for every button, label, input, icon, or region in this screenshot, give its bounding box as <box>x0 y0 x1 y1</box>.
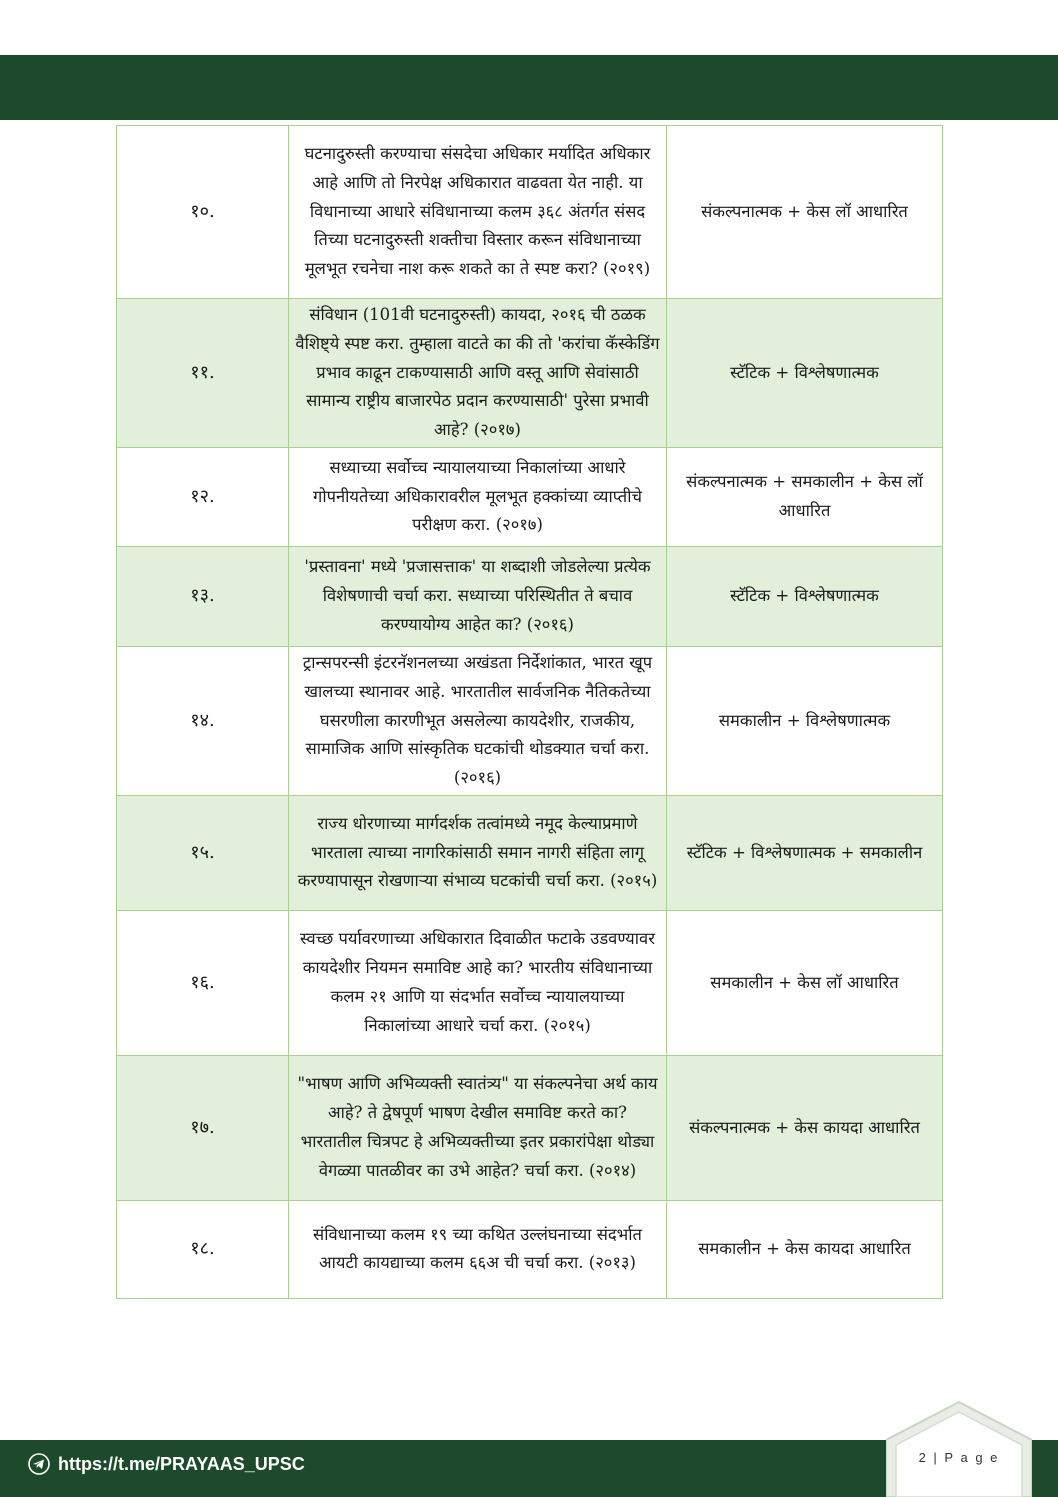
table-row <box>117 447 943 546</box>
table-row <box>117 1200 943 1298</box>
table-row <box>117 126 943 299</box>
question-type: समकालीन + विश्लेषणात्मक <box>667 646 943 795</box>
question-type: संकल्पनात्मक + समकालीन + केस लॉ आधारित <box>667 447 943 546</box>
question-text: सध्याच्या सर्वोच्च न्यायालयाच्या निकालांच्या आधारे गोपनीयतेच्या अधिकारावरील मूलभूत हक्कांच्या व्याप्तीचे परीक्षण करा. (२०१७) <box>289 447 667 546</box>
question-text: संविधानाच्या कलम १९ च्या कथित उल्लंघनाच्या संदर्भात आयटी कायद्याच्या कलम ६६अ ची चर्चा करा. (२०१३) <box>289 1200 667 1298</box>
question-type: स्टॅटिक + विश्लेषणात्मक <box>667 299 943 448</box>
question-text: घटनादुरुस्ती करण्याचा संसदेचा अधिकार मर्यादित अधिकार आहे आणि तो निरपेक्ष अधिकारात वाढवता येत नाही. या विधानाच्या आधारे संविधानाच्या कलम ३६८ अंतर्गत संसद तिच्या घटनादुरुस्ती शक्तीचा विस्तार करून संविधानाच्या मूलभूत रचनेचा नाश करू शकते का ते स्पष्ट करा? (२०१९) <box>289 126 667 299</box>
question-type: संकल्पनात्मक + केस कायदा आधारित <box>667 1055 943 1200</box>
table-row <box>117 299 943 448</box>
question-type: स्टॅटिक + विश्लेषणात्मक + समकालीन <box>667 795 943 910</box>
question-number: १८. <box>117 1200 289 1298</box>
header-band <box>0 55 1058 120</box>
table-row <box>117 546 943 646</box>
table-row <box>117 646 943 795</box>
question-text: ट्रान्सपरन्सी इंटरनॅशनलच्या अखंडता निर्देशांकात, भारत खूप खालच्या स्थानावर आहे. भारतातील सार्वजनिक नैतिकतेच्या घसरणीला कारणीभूत असलेल्या कायदेशीर, राजकीय, सामाजिक आणि सांस्कृतिक घटकांची थोडक्यात चर्चा करा. (२०१६) <box>289 646 667 795</box>
question-number: १६. <box>117 910 289 1055</box>
question-number: १५. <box>117 795 289 910</box>
question-text: "भाषण आणि अभिव्यक्ती स्वातंत्र्य" या संकल्पनेचा अर्थ काय आहे? ते द्वेषपूर्ण भाषण देखील समाविष्ट करते का? भारतातील चित्रपट हे अभिव्यक्तीच्या इतर प्रकारांपेक्षा थोड्या वेगळ्या पातळीवर का उभे आहेत? चर्चा करा. (२०१४) <box>289 1055 667 1200</box>
question-number: १३. <box>117 546 289 646</box>
telegram-link-text: https://t.me/PRAYAAS_UPSC <box>58 1453 305 1474</box>
question-number: ११. <box>117 299 289 448</box>
question-number: १०. <box>117 126 289 299</box>
question-text: संविधान (101वी घटनादुरुस्ती) कायदा, २०१६ ची ठळक वैशिष्ट्ये स्पष्ट करा. तुम्हाला वाटते का की तो 'करांचा कॅस्केडिंग प्रभाव काढून टाकण्यासाठी आणि वस्तू आणि सेवांसाठी सामान्य राष्ट्रीय बाजारपेठ प्रदान करण्यासाठी' पुरेसा प्रभावी आहे? (२०१७) <box>289 299 667 448</box>
question-text: राज्य धोरणाच्या मार्गदर्शक तत्वांमध्ये नमूद केल्याप्रमाणे भारताला त्याच्या नागरिकांसाठी समान नागरी संहिता लागू करण्यापासून रोखणाऱ्या संभाव्य घटकांची चर्चा करा. (२०१५) <box>289 795 667 910</box>
question-number: १७. <box>117 1055 289 1200</box>
question-type: संकल्पनात्मक + केस लॉ आधारित <box>667 126 943 299</box>
questions-table-container <box>116 125 942 1299</box>
question-number: १२. <box>117 447 289 546</box>
telegram-link[interactable] <box>28 1451 305 1477</box>
question-type: समकालीन + केस लॉ आधारित <box>667 910 943 1055</box>
table-row <box>117 795 943 910</box>
question-text: स्वच्छ पर्यावरणाच्या अधिकारात दिवाळीत फटाके उडवण्यावर कायदेशीर नियमन समाविष्ट आहे का? भारतीय संविधानाच्या कलम २१ आणि या संदर्भात सर्वोच्च न्यायालयाच्या निकालांच्या आधारे चर्चा करा. (२०१५) <box>289 910 667 1055</box>
question-number: १४. <box>117 646 289 795</box>
page-number-badge <box>886 1400 1032 1497</box>
page-number: 2 | P a g e <box>918 1450 1000 1465</box>
telegram-icon <box>28 1453 50 1475</box>
table-row <box>117 1055 943 1200</box>
question-type: समकालीन + केस कायदा आधारित <box>667 1200 943 1298</box>
question-text: 'प्रस्तावना' मध्ये 'प्रजासत्ताक' या शब्दाशी जोडलेल्या प्रत्येक विशेषणाची चर्चा करा. सध्याच्या परिस्थितीत ते बचाव करण्यायोग्य आहेत का? (२०१६) <box>289 546 667 646</box>
questions-table <box>116 125 943 1299</box>
question-type: स्टॅटिक + विश्लेषणात्मक <box>667 546 943 646</box>
table-row <box>117 910 943 1055</box>
